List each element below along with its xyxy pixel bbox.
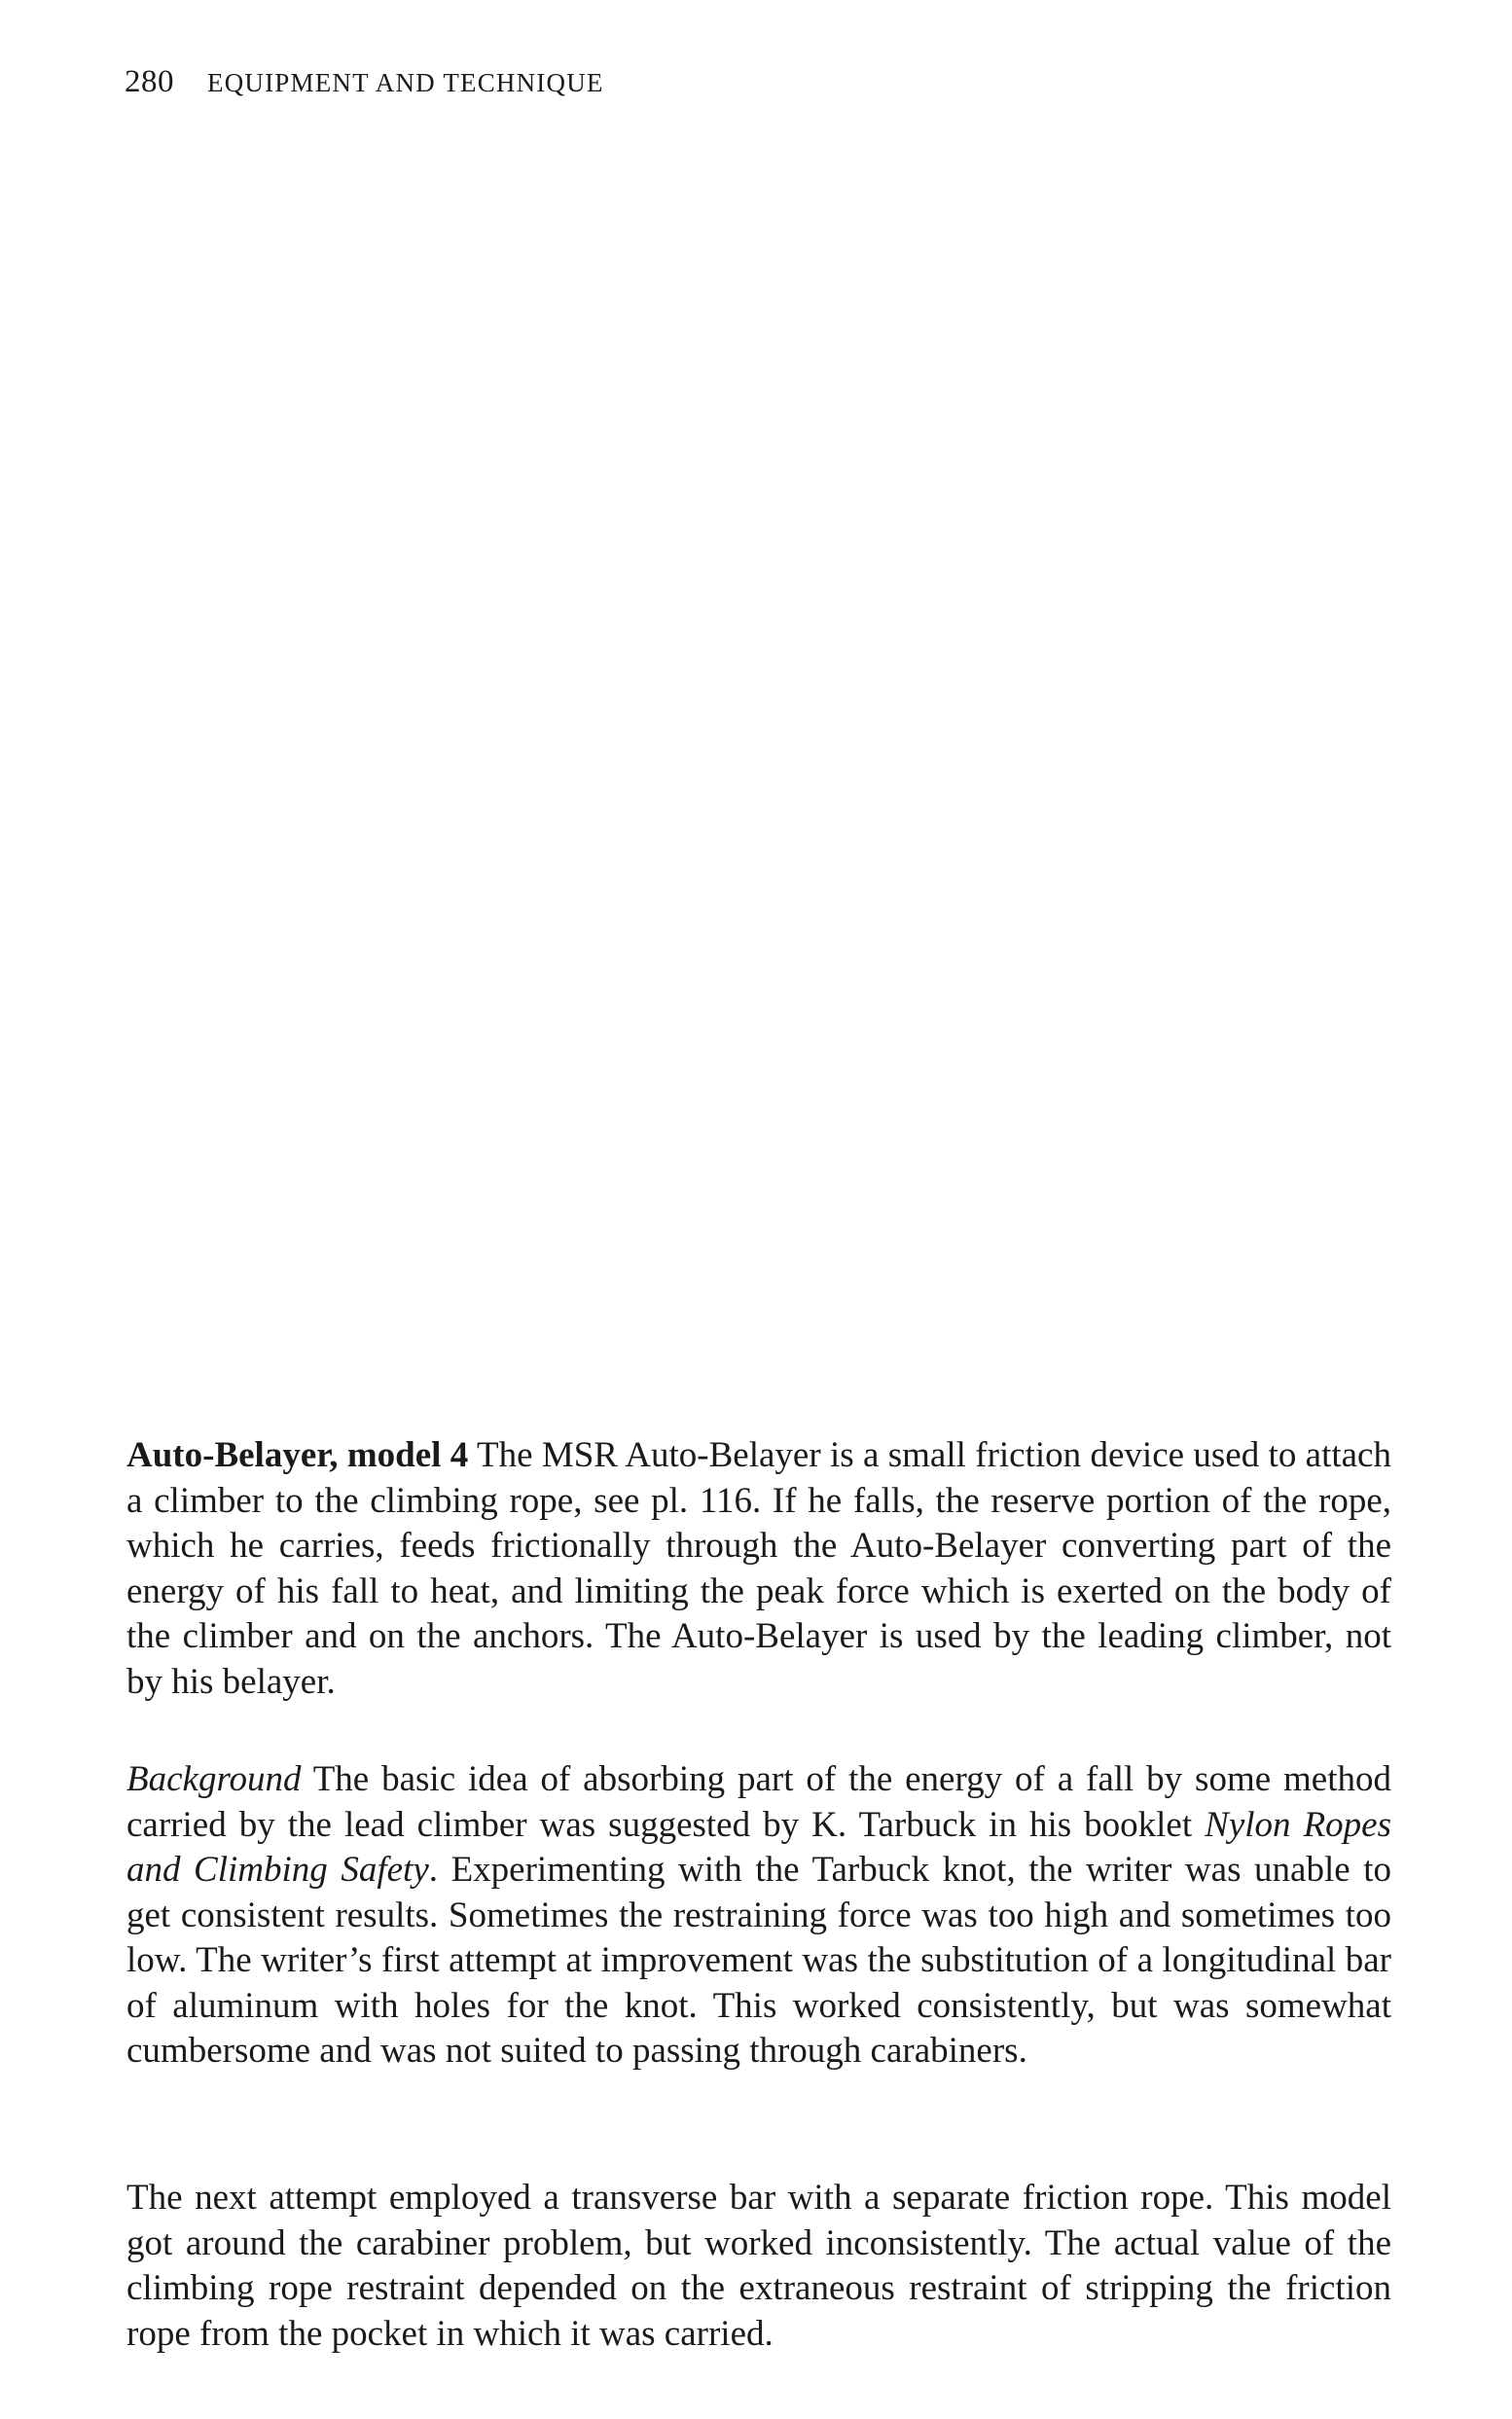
running-head (125, 64, 604, 100)
paragraph-body-next-attempt: The next attempt employed a transverse bar with a separate friction rope. This model got around the carabiner problem, but worked inconsistently. The actual value of the climbing rope restraint depended on the extraneous restraint of stripping the friction rope from the pocket in which it was carried. (126, 2178, 1391, 2354)
paragraph-body-background-part2: . Experimenting with the Tarbuck knot, the writer was unable to get consistent results. Sometimes the restraining force was too high and sometimes too low. The writer’s first attempt at improvement was the substitution of a longitudinal bar of aluminum with holes for the knot. This worked consistently, but was somewhat cumbersome and was not suited to passing through carabiners. (126, 1850, 1391, 2071)
paragraph-body-background-part1: The basic idea of absorbing part of the energy of a fall by some method carried by the lead climber was suggested by K. Tarbuck in his booklet (126, 1759, 1391, 1845)
book-title: Nylon Ropes and Climbing Safety (126, 1804, 1391, 1890)
paragraph-auto-belayer (126, 1433, 1391, 1705)
paragraph-heading-background: Background (126, 1759, 302, 1799)
paragraph-heading-auto-belayer: Auto-Belayer, model 4 (126, 1435, 469, 1475)
section-title: EQUIPMENT AND TECHNIQUE (207, 68, 604, 97)
page-number: 280 (125, 64, 174, 99)
paragraph-next-attempt (126, 2176, 1391, 2357)
paragraph-background (126, 1757, 1391, 2075)
paragraph-body-auto-belayer: The MSR Auto-Belayer is a small friction device used to attach a climber to the climbing rope, see pl. 116. If he falls, the reserve portion of the rope, which he carries, feeds frictionally through the Auto-Belayer converting part of the energy of his fall to heat, and limiting the peak force which is exerted on the body of the climber and on the anchors. The Auto-Belayer is used by the leading climber, not by his belayer. (126, 1435, 1391, 1702)
